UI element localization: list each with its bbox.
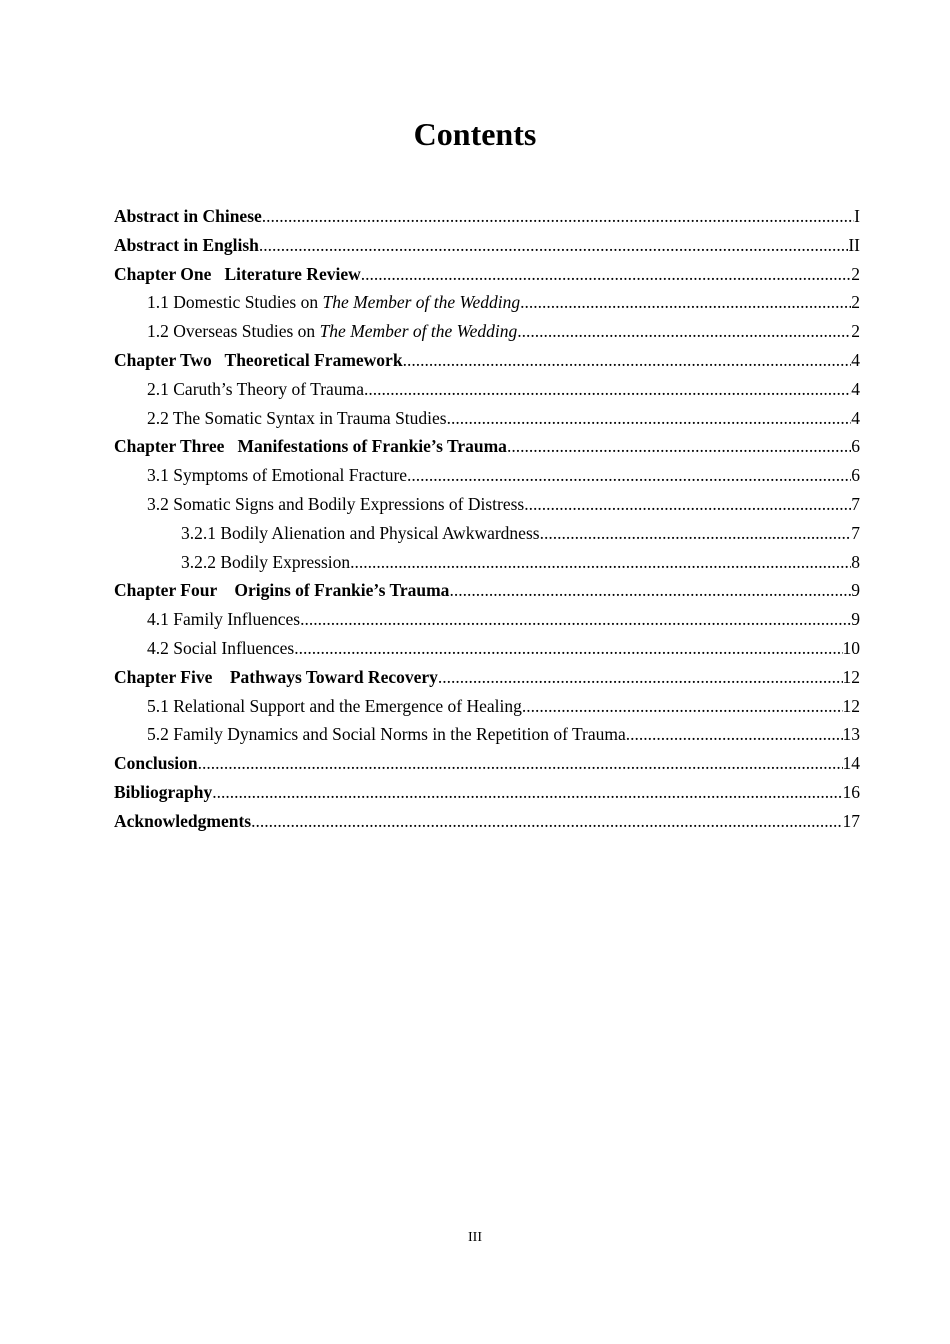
toc-dot-leader	[449, 576, 851, 605]
toc-entry[interactable]	[114, 576, 860, 605]
toc-title-segment: 3.2.1 Bodily Alienation and Physical Awkwardness	[181, 522, 540, 543]
toc-title-segment: Conclusion	[114, 753, 198, 774]
toc-dot-leader	[361, 260, 852, 289]
toc-page-number: 9	[851, 580, 860, 601]
toc-entry[interactable]	[114, 202, 860, 231]
toc-title-segment: 1.1 Domestic Studies on	[147, 292, 323, 313]
toc-title-italic: The Member of the Wedding	[322, 292, 521, 313]
toc-page-number: 4	[851, 378, 860, 399]
table-of-contents	[114, 202, 860, 836]
toc-entry-title	[114, 231, 259, 260]
toc-entry[interactable]	[114, 375, 860, 404]
toc-dot-leader	[364, 375, 851, 404]
toc-title-segment: 5.2 Family Dynamics and Social Norms in the Repetition of Trauma	[147, 724, 626, 745]
toc-title-segment: 3.2 Somatic Signs and Bodily Expressions of Distress	[147, 493, 525, 514]
toc-entry-title	[114, 346, 403, 375]
toc-title-segment: 2.2 The Somatic Syntax in Trauma Studies	[147, 407, 447, 428]
toc-title-segment: Chapter Three Manifestations of Frankie’s Trauma	[114, 436, 507, 457]
toc-dot-leader	[350, 548, 851, 577]
toc-entry[interactable]	[114, 490, 860, 519]
toc-title-segment: 2.1 Caruth’s Theory of Trauma	[147, 378, 364, 399]
toc-entry-title	[147, 288, 520, 317]
toc-page-number: 10	[842, 637, 860, 658]
toc-title-segment: 3.2.2 Bodily Expression	[181, 551, 351, 572]
toc-dot-leader	[522, 692, 843, 721]
toc-entry-title	[114, 749, 198, 778]
toc-page-number: 9	[851, 609, 860, 630]
toc-entry-title	[181, 548, 350, 577]
toc-title-segment: 4.2 Social Influences	[147, 637, 295, 658]
toc-entry-title	[114, 576, 449, 605]
toc-page-number: 2	[851, 263, 860, 284]
toc-dot-leader	[198, 749, 843, 778]
toc-entry-title	[147, 720, 626, 749]
toc-dot-leader	[259, 231, 848, 260]
toc-entry-title	[147, 634, 294, 663]
toc-dot-leader	[262, 202, 854, 231]
toc-dot-leader	[540, 519, 852, 548]
toc-entry[interactable]	[114, 749, 860, 778]
toc-entry-title	[114, 663, 438, 692]
toc-title-italic: The Member of the Wedding	[319, 321, 518, 342]
toc-title-segment: Chapter Five Pathways Toward Recovery	[114, 666, 438, 687]
toc-title-segment: Chapter Four Origins of Frankie’s Trauma	[114, 580, 450, 601]
toc-entry[interactable]	[114, 288, 860, 317]
toc-entry[interactable]	[114, 548, 860, 577]
toc-entry[interactable]	[114, 432, 860, 461]
toc-dot-leader	[407, 461, 851, 490]
toc-dot-leader	[520, 288, 851, 317]
toc-title-segment: Bibliography	[114, 781, 213, 802]
toc-entry-title	[114, 202, 262, 231]
toc-dot-leader	[294, 634, 842, 663]
toc-page-number: 7	[851, 493, 860, 514]
toc-entry-title	[181, 519, 540, 548]
toc-entry-title	[147, 404, 447, 433]
toc-title-segment: 5.1 Relational Support and the Emergence of Healing	[147, 695, 522, 716]
toc-entry-title	[147, 490, 524, 519]
toc-page-number: 7	[851, 522, 860, 543]
toc-entry[interactable]	[114, 346, 860, 375]
toc-page-number: 2	[851, 292, 860, 313]
toc-dot-leader	[251, 807, 842, 836]
toc-entry[interactable]	[114, 692, 860, 721]
toc-dot-leader	[626, 720, 843, 749]
toc-page-number: II	[848, 234, 860, 255]
toc-entry-title	[114, 260, 361, 289]
toc-page-number: 6	[851, 465, 860, 486]
toc-entry[interactable]	[114, 778, 860, 807]
toc-entry[interactable]	[114, 519, 860, 548]
toc-dot-leader	[524, 490, 851, 519]
toc-entry[interactable]	[114, 404, 860, 433]
toc-page-number: 12	[842, 666, 860, 687]
toc-entry[interactable]	[114, 634, 860, 663]
toc-page-number: 14	[842, 753, 860, 774]
toc-title-segment: Chapter Two Theoretical Framework	[114, 349, 403, 370]
toc-dot-leader	[438, 663, 843, 692]
page-number: III	[468, 1230, 482, 1245]
toc-title-segment: Acknowledgments	[114, 810, 252, 831]
toc-entry[interactable]	[114, 317, 860, 346]
toc-dot-leader	[300, 605, 851, 634]
toc-dot-leader	[517, 317, 851, 346]
toc-entry-title	[114, 807, 251, 836]
toc-entry-title	[147, 605, 300, 634]
toc-title-segment: 1.2 Overseas Studies on	[147, 321, 320, 342]
toc-title-segment: 3.1 Symptoms of Emotional Fracture	[147, 465, 408, 486]
toc-page-number: 17	[842, 810, 860, 831]
toc-entry-title	[147, 692, 522, 721]
toc-entry[interactable]	[114, 720, 860, 749]
toc-entry-title	[114, 432, 507, 461]
toc-entry-title	[147, 461, 407, 490]
toc-page-number: 12	[842, 695, 860, 716]
toc-page-number: 6	[851, 436, 860, 457]
page-title: Contents	[413, 116, 537, 152]
toc-dot-leader	[403, 346, 852, 375]
toc-page-number: 4	[851, 349, 860, 370]
toc-page-number: 16	[842, 781, 860, 802]
toc-entry-title	[147, 375, 364, 404]
toc-dot-leader	[212, 778, 842, 807]
toc-entry[interactable]	[114, 663, 860, 692]
toc-title-segment: 4.1 Family Influences	[147, 609, 301, 630]
toc-title-segment: Chapter One Literature Review	[114, 263, 361, 284]
toc-title-segment: Abstract in Chinese	[114, 206, 262, 226]
toc-entry[interactable]	[114, 807, 860, 836]
toc-dot-leader	[507, 432, 851, 461]
toc-page-number: 8	[851, 551, 860, 572]
toc-page-number: 2	[851, 321, 860, 342]
toc-entry[interactable]	[114, 231, 860, 260]
toc-entry-title	[147, 317, 517, 346]
toc-page-number: I	[854, 206, 860, 226]
toc-dot-leader	[447, 404, 852, 433]
toc-entry[interactable]	[114, 260, 860, 289]
toc-entry[interactable]	[114, 461, 860, 490]
toc-page-number: 13	[842, 724, 860, 745]
toc-entry-title	[114, 778, 212, 807]
toc-page-number: 4	[851, 407, 860, 428]
toc-title-segment: Abstract in English	[114, 234, 259, 255]
toc-entry[interactable]	[114, 605, 860, 634]
